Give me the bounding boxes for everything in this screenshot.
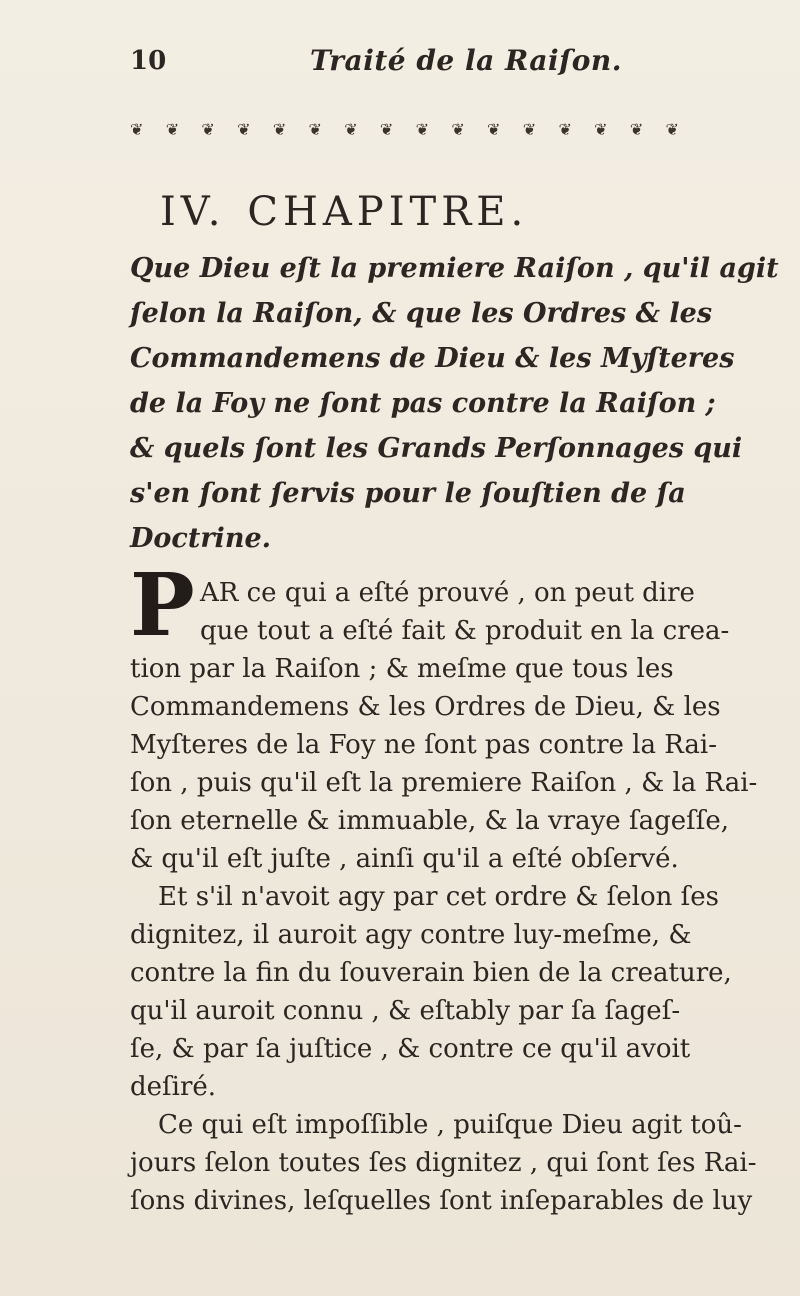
text-line: qu'il auroit connu , & eſtably par ſa ſageſ-: [130, 996, 681, 1026]
ornament-glyph: ❦: [594, 119, 609, 139]
ornament-glyph: ❦: [130, 119, 145, 139]
ornament-glyph: ❦: [165, 119, 181, 139]
summary-line: de la Foy ne ſont pas contre la Raiſon ;: [130, 388, 716, 419]
summary-line: & quels ſont les Grands Perſonnages qui: [130, 433, 743, 464]
text-line: deſiré.: [130, 1072, 217, 1102]
summary-line: s'en ſont ſervis pour le ſouſtien de ſa: [130, 478, 686, 509]
chapter-heading: [160, 189, 680, 235]
body-text: [130, 574, 758, 1220]
text-line: AR ce qui a eſté prouvé , on peut dire: [200, 578, 695, 608]
text-line: ſon , puis qu'il eſt la premiere Raiſon , & la Rai-: [130, 768, 758, 798]
summary-line: ſelon la Raiſon, & que les Ordres & les: [130, 298, 713, 329]
chapter-number: IV.: [160, 188, 226, 235]
text-line: contre la fin du ſouverain bien de la creature,: [130, 958, 732, 988]
text-line: Myſteres de la Foy ne ſont pas contre la Rai-: [130, 730, 718, 760]
ornament-glyph: ❦: [308, 119, 323, 139]
running-title: Traité de la Raiſon.: [310, 44, 623, 77]
ornament-glyph: ❦: [558, 119, 573, 139]
ornament-glyph: ❦: [487, 119, 502, 139]
ornament-glyph: ❦: [344, 119, 359, 139]
summary-line: Que Dieu eſt la premiere Raiſon , qu'il agit: [130, 253, 779, 284]
ornamental-rule: [130, 118, 680, 140]
chapter-summary: [130, 246, 779, 561]
page-number: 10: [130, 46, 167, 76]
text-line: Et s'il n'avoit agy par cet ordre & ſelon ſes: [158, 882, 719, 912]
ornament-glyph: ❦: [415, 119, 431, 139]
text-line: ſons divines, leſquelles ſont inſeparables de luy: [130, 1186, 753, 1216]
text-line: que tout a eſté fait & produit en la crea-: [200, 616, 730, 646]
ornament-glyph: ❦: [451, 119, 466, 139]
summary-line: Doctrine.: [130, 523, 272, 554]
ornament-glyph: ❦: [201, 119, 216, 139]
text-line: Ce qui eſt impoſſible , puiſque Dieu agit toû-: [158, 1110, 742, 1140]
ornament-glyph: ❦: [272, 119, 288, 139]
text-line: & qu'il eſt juſte , ainſi qu'il a eſté obſervé.: [130, 844, 679, 874]
text-line: Commandemens & les Ordres de Dieu, & les: [130, 692, 721, 722]
summary-line: Commandemens de Dieu & les Myſteres: [130, 343, 735, 374]
ornament-glyph: ❦: [665, 119, 680, 139]
drop-capital: P: [130, 555, 195, 656]
text-line: tion par la Raiſon ; & meſme que tous les: [130, 654, 674, 684]
text-line: ſon eternelle & immuable, & la vraye ſageſſe,: [130, 806, 730, 836]
text-line: jours ſelon toutes ſes dignitez , qui ſont ſes Rai-: [130, 1148, 757, 1178]
text-line: dignitez, il auroit agy contre luy-meſme, &: [130, 920, 692, 950]
ornament-glyph: ❦: [522, 119, 538, 139]
page-header: [130, 40, 690, 80]
text-line: ſe, & par ſa juſtice , & contre ce qu'il avoit: [130, 1034, 691, 1064]
ornament-glyph: ❦: [629, 119, 645, 139]
ornament-glyph: ❦: [237, 119, 252, 139]
chapter-word: CHAPITRE.: [247, 188, 529, 235]
ornament-glyph: ❦: [379, 119, 395, 139]
